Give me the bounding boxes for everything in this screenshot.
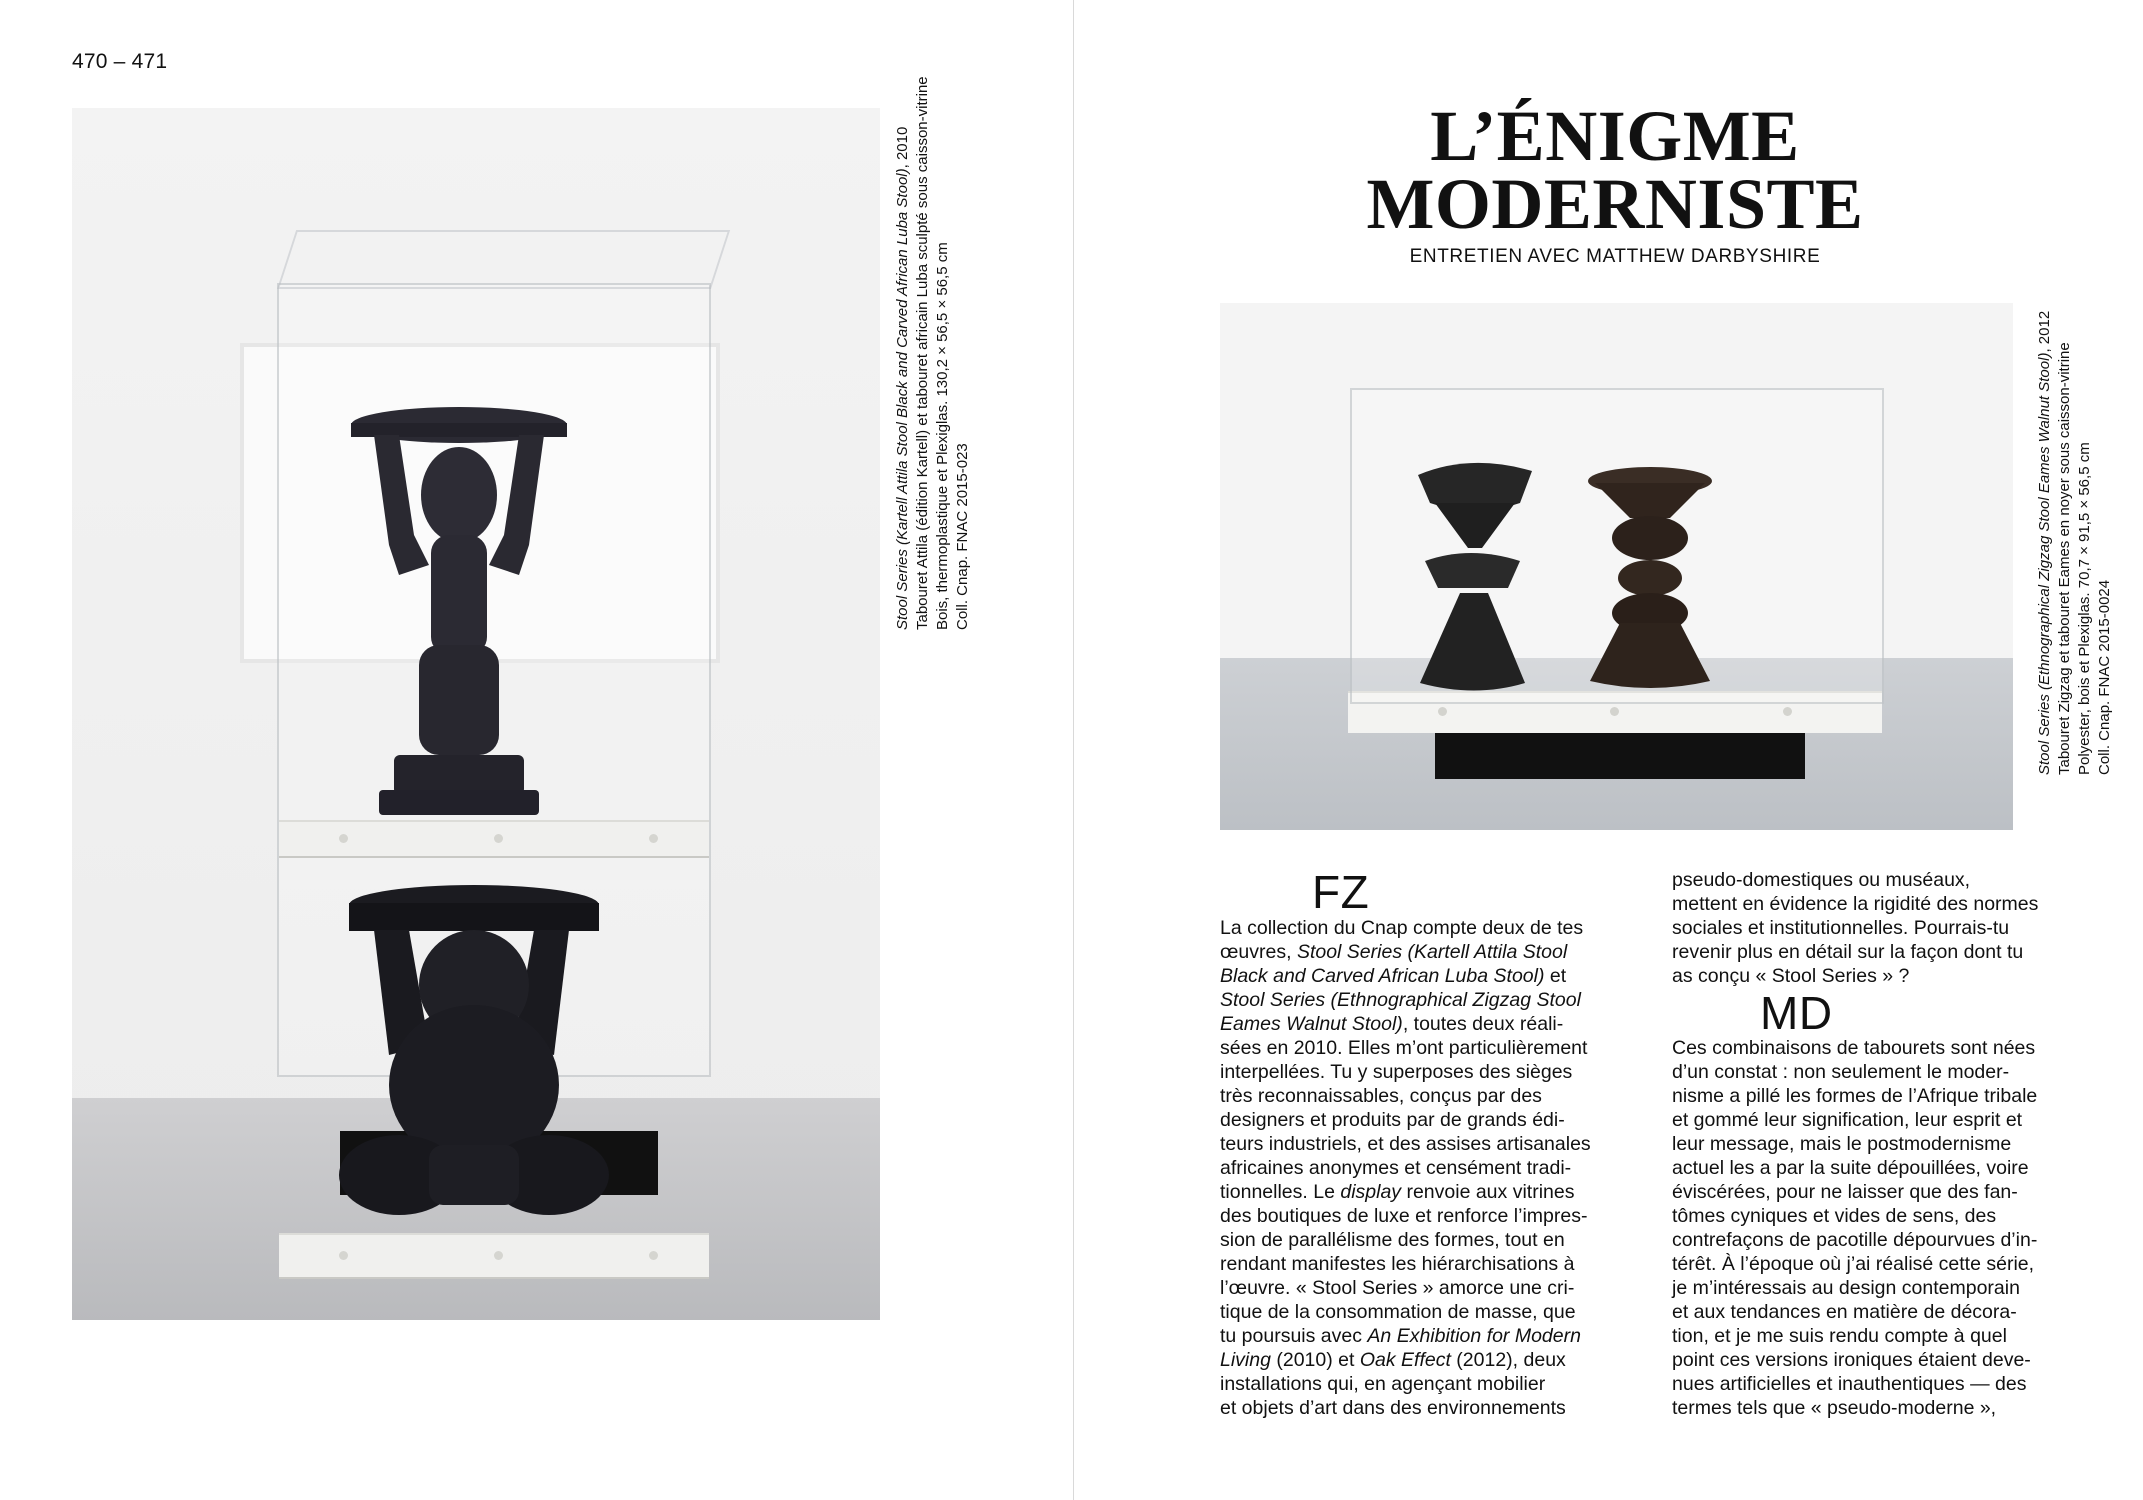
text-line [1672,892,2102,916]
text-run: as conçu « Stool Series » ? [1672,965,1910,987]
text-line [1672,964,2102,988]
italic-text: Stool Series (Kartell Attila Stool [1296,941,1568,963]
vitrine-base [279,1233,709,1279]
text-run: installations qui, en agençant mobilier [1220,1373,1546,1395]
text-run: mettent en évidence la rigidité des normes [1672,893,2039,915]
caption-year: , 2012 [2036,310,2053,353]
text-run: et gommé leur signification, leur esprit et [1672,1109,2023,1131]
title-line-1: L’ÉNIGME [1430,96,1800,176]
text-run: et [1544,965,1567,987]
text-run: designers et produits par de grands édi- [1220,1109,1565,1131]
attila-gnome-stool [279,845,709,1265]
article-title [1330,96,1900,244]
text-line [1672,1060,2102,1084]
text-run: (2010) et [1270,1349,1360,1371]
text-run: œuvres, [1220,941,1297,963]
italic-text: Black and Carved African Luba Stool) [1220,965,1545,987]
text-run: rendant manifestes les hiérarchisations à [1220,1253,1575,1275]
text-run: africaines anonymes et censément tradi- [1220,1157,1572,1179]
text-run: nisme a pillé les formes de l’Afrique tribale [1672,1085,2038,1107]
caption-text: Stool Series (Ethnographical Zigzag Stool Eames Walnut Stool) [2036,352,2053,775]
text-run: nues artificielles et inauthentiques — des [1672,1373,2027,1395]
text-line [1220,1180,1650,1204]
luba-stool-figure [279,285,709,825]
caption-line [2055,311,2075,775]
text-run: termes tels que « pseudo-moderne », [1672,1397,1997,1419]
text-line [1672,940,2102,964]
caption-text: Coll. Cnap. FNAC 2015-023 [954,443,971,630]
plexiglas-vitrine [277,283,711,1077]
italic-text: Oak Effect [1359,1349,1451,1371]
text-run: tique de la consommation de masse, que [1220,1301,1576,1323]
text-line [1220,916,1650,940]
text-run: éviscérées, pour ne laisser que des fan- [1672,1181,2018,1203]
text-run: pseudo-domestiques ou muséaux, [1672,869,1971,891]
text-run: , toutes deux réali- [1402,1013,1564,1035]
italic-text: Eames Walnut Stool) [1220,1013,1403,1035]
caption-text: Polyester, bois et Plexiglas. 70,7 × 91,5 × 56,5 cm [2076,442,2093,775]
text-line [1672,1108,2102,1132]
text-line [1220,1156,1650,1180]
text-run: leur message, mais le postmodernisme [1672,1133,2012,1155]
text-run: interpellées. Tu y superposes des sièges [1220,1061,1573,1083]
bolt-icon [494,1251,503,1260]
caption-text: Bois, thermoplastique et Plexiglas. 130,2 × 56,5 × 56,5 cm [934,242,951,630]
photo-zigzag-eames-stool [1220,303,2013,830]
text-line [1672,1252,2102,1276]
bolt-icon [649,1251,658,1260]
text-line [1672,1396,2102,1420]
interview-column-2-answer [1672,1036,2102,1420]
caption-right-photo [2035,311,2115,775]
caption-line [913,76,933,630]
text-line [1220,1108,1650,1132]
caption-line [953,76,973,630]
article-title-block [1330,96,1900,268]
interview-column-2-question [1672,868,2102,988]
zigzag-and-eames-stools [1220,303,2013,830]
text-run: des boutiques de luxe et renforce l’impres- [1220,1205,1588,1227]
text-line [1220,1036,1650,1060]
text-run: très reconnaissables, conçus par des [1220,1085,1542,1107]
text-run: tômes cyniques et vides de sens, des [1672,1205,1997,1227]
caption-line [2075,311,2095,775]
text-line [1220,1348,1650,1372]
text-run: tion, et je me suis rendu compte à quel [1672,1325,2007,1347]
caption-line [933,76,953,630]
text-run: tionnelles. Le [1220,1181,1341,1203]
text-line [1220,988,1650,1012]
text-line [1672,1036,2102,1060]
title-line-2: MODERNISTE [1366,164,1864,244]
page-number: 470 – 471 [72,50,168,73]
text-line [1672,1372,2102,1396]
text-run: renvoie aux vitrines [1401,1181,1575,1203]
text-line [1220,1300,1650,1324]
article-subtitle: ENTRETIEN AVEC MATTHEW DARBYSHIRE [1409,246,1821,267]
text-line [1220,1132,1650,1156]
text-run: Ces combinaisons de tabourets sont nées [1672,1037,2036,1059]
text-run: point ces versions ironiques étaient deve- [1672,1349,2031,1371]
text-run: La collection du Cnap compte deux de tes [1220,917,1584,939]
text-line [1672,1204,2102,1228]
text-line [1672,916,2102,940]
text-run: sion de parallélisme des formes, tout en [1220,1229,1565,1251]
text-run: contrefaçons de pacotille dépourvues d’in- [1672,1229,2038,1251]
italic-text: An Exhibition for Modern [1367,1325,1581,1347]
text-run: je m’intéressais au design contemporain [1672,1277,2020,1299]
italic-text: Stool Series (Ethnographical Zigzag Stool [1220,989,1581,1011]
text-line [1220,964,1650,988]
text-line [1220,1228,1650,1252]
caption-line [893,76,913,630]
bolt-icon [339,1251,348,1260]
caption-year: , 2010 [894,126,911,169]
italic-text: display [1340,1181,1402,1203]
text-line [1220,1324,1650,1348]
text-line [1672,868,2102,892]
interview-column-1 [1220,916,1650,1420]
caption-text: Stool Series (Kartell Attila Stool Black and Carved African Luba Stool) [894,168,911,630]
text-run: d’un constat : non seulement le moder- [1672,1061,2010,1083]
text-run: (2012), deux [1450,1349,1566,1371]
text-run: et aux tendances en matière de décora- [1672,1301,2017,1323]
italic-text: Living [1220,1349,1271,1371]
caption-line [2035,311,2055,775]
text-run: sociales et institutionnelles. Pourrais-tu [1672,917,2010,939]
caption-left-photo [893,76,973,630]
spread-gutter [1073,0,1074,1500]
text-run: térêt. À l’époque où j’ai réalisé cette série, [1672,1253,2035,1275]
text-line [1672,1156,2102,1180]
text-run: sées en 2010. Elles m’ont particulièrement [1220,1037,1588,1059]
speaker-label-md: MD [1760,987,1833,1039]
speaker-label-fz: FZ [1312,866,1370,918]
caption-line [2095,311,2115,775]
text-line [1220,1084,1650,1108]
text-line [1220,1276,1650,1300]
bolt-icon [339,834,348,843]
bolt-icon [494,834,503,843]
text-run: l’œuvre. « Stool Series » amorce une cri- [1220,1277,1575,1299]
text-line [1672,1300,2102,1324]
text-line [1220,1204,1650,1228]
caption-text: Tabouret Zigzag et tabouret Eames en noyer sous caisson-vitrine [2056,342,2073,775]
text-line [1672,1084,2102,1108]
text-run: tu poursuis avec [1220,1325,1368,1347]
text-line [1220,1372,1650,1396]
caption-text: Coll. Cnap. FNAC 2015-0024 [2096,579,2113,775]
text-run: et objets d’art dans des environnements [1220,1397,1566,1419]
text-line [1672,1180,2102,1204]
vitrine-top [277,230,730,289]
text-line [1220,940,1650,964]
text-line [1220,1396,1650,1420]
text-line [1672,1276,2102,1300]
text-line [1672,1228,2102,1252]
text-run: teurs industriels, et des assises artisanales [1220,1133,1591,1155]
text-run: revenir plus en détail sur la façon dont tu [1672,941,2024,963]
text-line [1220,1060,1650,1084]
caption-text: Tabouret Attila (édition Kartell) et tabouret africain Luba sculpté sous caisson-vitrine [914,76,931,630]
photo-attila-luba-stool [72,108,880,1320]
bolt-icon [649,834,658,843]
text-line [1672,1132,2102,1156]
text-line [1672,1324,2102,1348]
text-line [1672,1348,2102,1372]
text-line [1220,1012,1650,1036]
text-run: actuel les a par la suite dépouillées, voire [1672,1157,2029,1179]
text-line [1220,1252,1650,1276]
